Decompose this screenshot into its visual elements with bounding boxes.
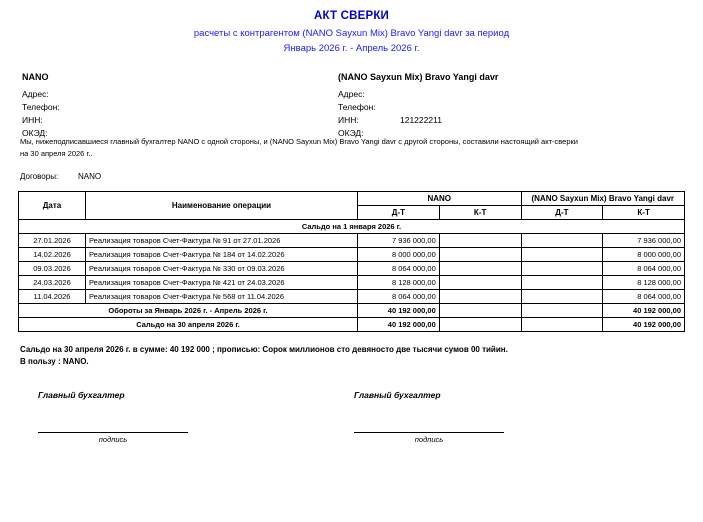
party-left-address-label: Адрес: [22,89,49,99]
party-left-inn-label: ИНН: [22,115,43,125]
row-left-kt [439,290,521,304]
row-left-dt: 8 064 000,00 [358,262,440,276]
row-operation: Реализация товаров Счет-Фактура № 184 от 14.02.2026 [86,248,358,262]
party-right [338,72,498,140]
row-left-dt: 7 936 000,00 [358,234,440,248]
summary-line-1: Сальдо на 30 апреля 2026 г. в сумме: 40 192 000 ; прописью: Сорок миллионов сто девяносто две тысячи сумов 00 тийин. [20,345,508,354]
turnover-row [19,304,685,318]
th-left-dt: Д-Т [358,206,440,220]
th-operation: Наименование операции [86,192,358,220]
party-right-phone-label: Телефон: [338,102,376,112]
row-left-kt [439,262,521,276]
signature-right [354,390,554,444]
row-left-kt [439,248,521,262]
contracts-label: Договоры: [20,172,59,181]
signature-left-title: Главный бухгалтер [38,390,125,400]
row-right-dt [521,262,603,276]
row-right-dt [521,290,603,304]
signature-left [38,390,238,444]
row-left-kt [439,234,521,248]
page-title: АКТ СВЕРКИ [313,10,390,22]
row-operation: Реализация товаров Счет-Фактура № 330 от 09.03.2026 [86,262,358,276]
row-right-dt [521,234,603,248]
party-right-inn [338,114,498,127]
row-right-kt: 8 128 000,00 [603,276,685,290]
parties-block [18,72,685,138]
row-date: 24.03.2026 [19,276,86,290]
party-right-phone [338,101,498,114]
row-operation: Реализация товаров Счет-Фактура № 568 от 11.04.2026 [86,290,358,304]
signature-left-line [38,432,188,433]
document-page [0,10,703,522]
th-right-kt: К-Т [603,206,685,220]
party-right-address-label: Адрес: [338,89,365,99]
party-left-phone-label: Телефон: [22,102,60,112]
closing-left-kt [439,318,521,332]
row-right-kt: 8 000 000,00 [603,248,685,262]
opening-balance-label: Сальдо на 1 января 2026 г. [19,220,685,234]
table-row [19,234,685,248]
party-right-name: (NANO Sayxun Mix) Bravo Yangi davr [338,72,499,82]
party-left-name: NANO [22,72,49,82]
party-right-address [338,88,498,101]
turnover-label: Обороты за Январь 2026 г. - Апрель 2026 г. [19,304,358,318]
th-date: Дата [19,192,86,220]
row-right-kt: 7 936 000,00 [603,234,685,248]
table-row [19,262,685,276]
preamble-line-2: на 30 апреля 2026 г.. [20,149,93,158]
table-head [19,192,685,220]
reconciliation-table [18,191,685,332]
row-date: 14.02.2026 [19,248,86,262]
th-group-right: (NANO Sayxun Mix) Bravo Yangi davr [521,192,685,206]
party-right-inn-value: 121222211 [400,115,442,125]
row-right-kt: 8 064 000,00 [603,290,685,304]
signature-left-caption: подпись [98,435,128,444]
signature-right-caption: подпись [414,435,444,444]
th-right-dt: Д-Т [521,206,603,220]
row-right-kt: 8 064 000,00 [603,262,685,276]
closing-right-dt [521,318,603,332]
signature-right-title: Главный бухгалтер [354,390,441,400]
turnover-left-kt [439,304,521,318]
turnover-right-dt [521,304,603,318]
row-operation: Реализация товаров Счет-Фактура № 91 от 27.01.2026 [86,234,358,248]
summary-line-2: В пользу : NANO. [20,357,89,366]
party-left-inn [22,114,84,127]
turnover-right-kt: 40 192 000,00 [603,304,685,318]
closing-left-dt: 40 192 000,00 [358,318,440,332]
document-subtitle: расчеты с контрагентом (NANO Sayxun Mix) Bravo Yangi davr за период [193,28,510,39]
table-body [19,220,685,332]
contracts-value: NANO [78,172,102,181]
closing-balance-row [19,318,685,332]
party-left-address [22,88,84,101]
document-period: Январь 2026 г. - Апрель 2026 г. [283,43,420,54]
row-right-dt [521,276,603,290]
turnover-left-dt: 40 192 000,00 [358,304,440,318]
signature-right-line [354,432,504,433]
closing-right-kt: 40 192 000,00 [603,318,685,332]
row-left-dt: 8 064 000,00 [358,290,440,304]
party-left [22,72,84,140]
row-left-kt [439,276,521,290]
party-left-okad-label: ОКЭД: [22,128,48,138]
party-right-inn-label: ИНН: [338,115,359,125]
row-date: 27.01.2026 [19,234,86,248]
opening-balance-row [19,220,685,234]
row-left-dt: 8 128 000,00 [358,276,440,290]
row-right-dt [521,248,603,262]
row-left-dt: 8 000 000,00 [358,248,440,262]
th-left-kt: К-Т [439,206,521,220]
party-right-okad [338,127,498,140]
table-header-row-groups [19,192,685,206]
row-operation: Реализация товаров Счет-Фактура № 421 от 24.03.2026 [86,276,358,290]
signatures-block [18,390,685,460]
party-right-okad-label: ОКЭД: [338,128,364,138]
summary-block [18,344,685,368]
party-left-phone [22,101,84,114]
table-row [19,276,685,290]
table-row [19,290,685,304]
preamble-line-1: Мы, нижеподписавшиеся главный бухгалтер NANO с одной стороны, и (NANO Sayxun Mix) Bravo Yangi davr с другой стороны, составили настоящий акт-сверки [20,137,578,146]
party-left-okad [22,127,84,140]
row-date: 09.03.2026 [19,262,86,276]
contracts-row [18,172,685,181]
table-row [19,248,685,262]
row-date: 11.04.2026 [19,290,86,304]
closing-balance-label: Сальдо на 30 апреля 2026 г. [19,318,358,332]
th-group-left: NANO [358,192,522,206]
